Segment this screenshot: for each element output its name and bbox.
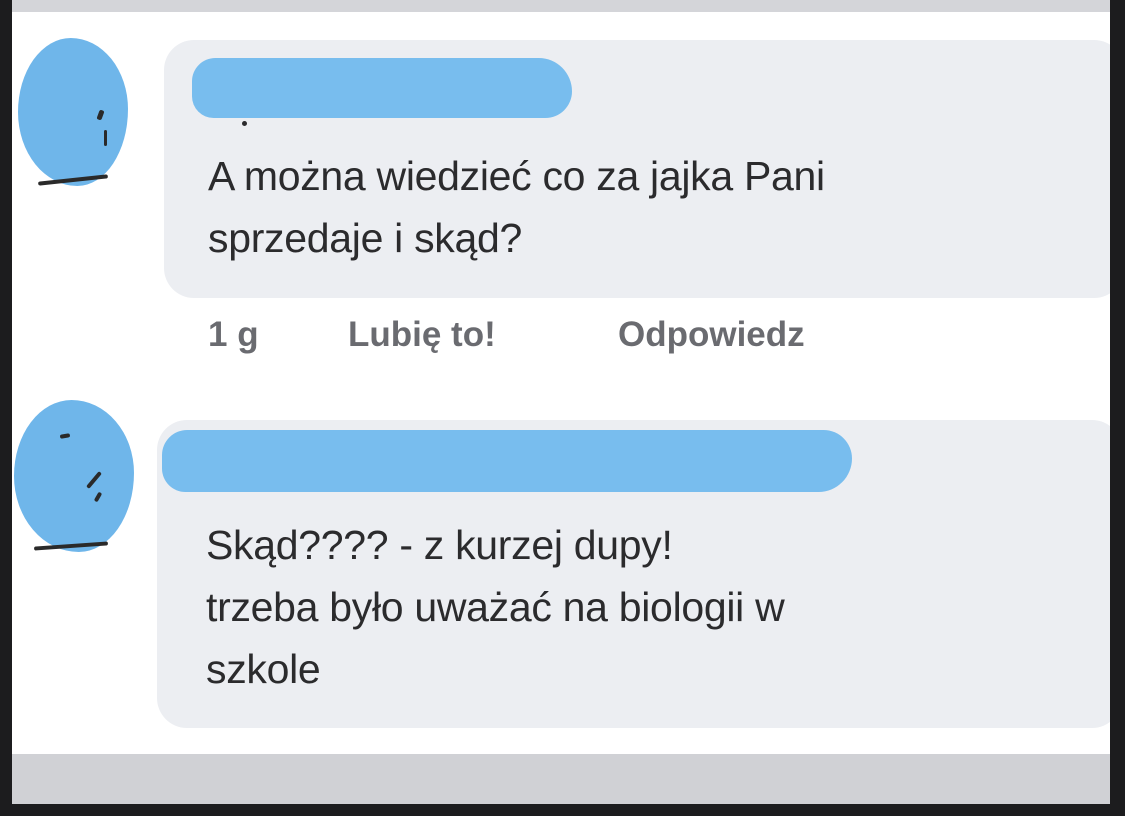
avatar-redacted[interactable] <box>18 38 128 186</box>
comment-text <box>206 514 1106 700</box>
comment-line: szkole <box>206 646 321 692</box>
avatar-scribble-mark <box>96 109 104 120</box>
avatar-scribble-mark <box>94 492 102 503</box>
comment-text <box>208 145 1108 269</box>
like-button[interactable]: Lubię to! <box>348 315 496 354</box>
avatar-scribble-mark <box>34 541 108 550</box>
comment-line: sprzedaje i skąd? <box>208 215 522 261</box>
comment-line: A można wiedzieć co za jajka Pani <box>208 153 825 199</box>
comment-thread <box>12 0 1110 804</box>
stray-mark <box>242 121 247 126</box>
reply-button[interactable]: Odpowiedz <box>618 315 805 354</box>
avatar-redacted[interactable] <box>14 400 134 552</box>
author-name-redacted[interactable] <box>192 58 572 118</box>
bottom-divider <box>12 754 1110 804</box>
comment-line: trzeba było uważać na biologii w <box>206 584 785 630</box>
avatar-scribble-mark <box>86 471 102 489</box>
comment-timestamp[interactable]: 1 g <box>208 315 259 354</box>
top-divider <box>12 0 1110 12</box>
comment-actions <box>208 315 805 355</box>
avatar-scribble-mark <box>104 130 107 146</box>
author-name-redacted[interactable] <box>162 430 852 492</box>
avatar-scribble-mark <box>60 433 71 439</box>
comment-line: Skąd???? - z kurzej dupy! <box>206 522 673 568</box>
avatar-scribble-mark <box>38 174 108 185</box>
